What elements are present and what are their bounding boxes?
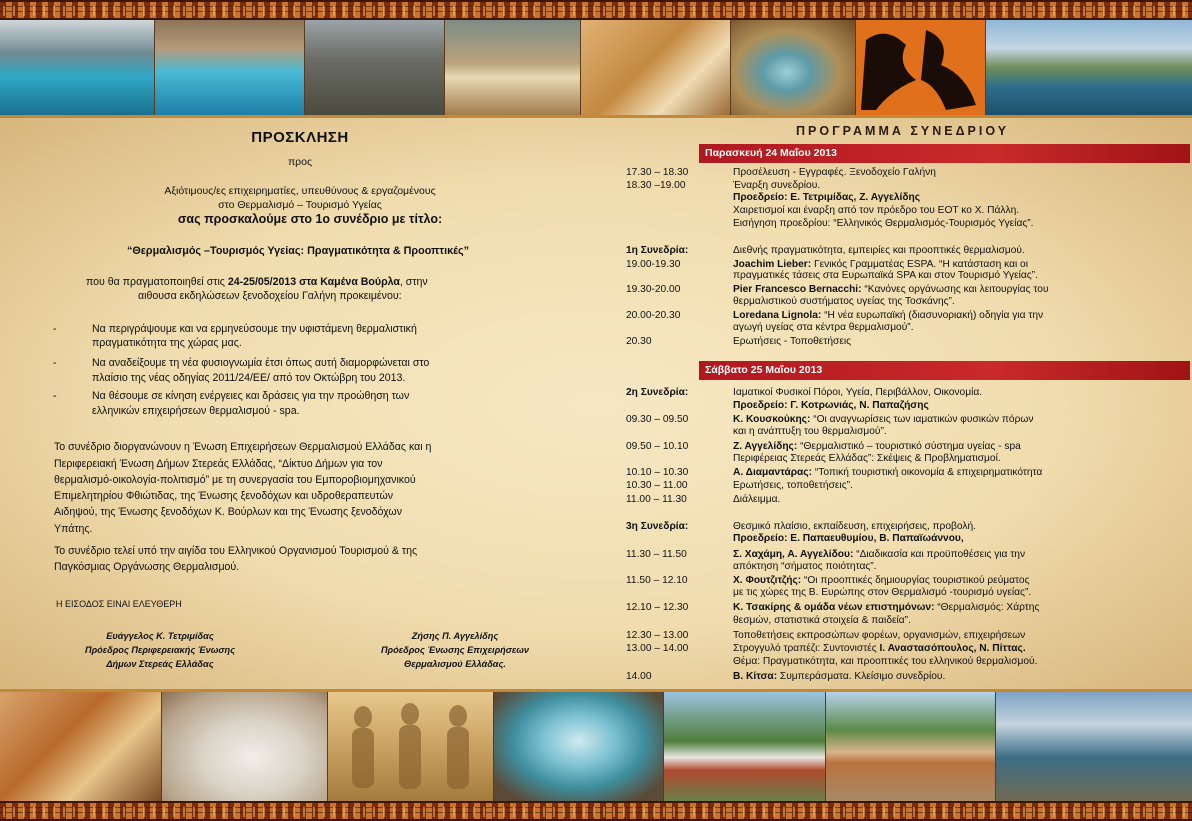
venue-line1 — [86, 276, 606, 290]
description-text: Ερωτήσεις - Τοποθετήσεις — [733, 336, 852, 347]
description-text: Προσέλευση - Εγγραφές. Ξενοδοχείο Γαλήνη — [733, 167, 936, 178]
description-text: “Η νέα ευρωπαϊκή (διασυνοριακή) οδηγία για την — [821, 310, 1044, 321]
goal-1-line1: Να περιγράψουμε και να ερμηνεύσουμε την υφιστάμενη θερμαλιστική — [92, 323, 417, 335]
free-entry-note: Η ΕΙΣΟΔΟΣ ΕΙΝΑΙ ΕΛΕΥΘΕΡΗ — [56, 599, 182, 609]
program-time: 17.30 – 18.30 — [626, 167, 689, 178]
program-description — [733, 245, 1025, 256]
program-description — [733, 467, 1042, 478]
speaker-name: Κ. Τσακίρης & ομάδα νέων επιστημόνων: — [733, 602, 935, 613]
description-text: “Θερμαλισμός: Χάρτης — [934, 602, 1040, 613]
description-text: Έναρξη συνεδρίου. — [733, 180, 821, 191]
description-text: αγωγή υγείας στα κέντρα θερμαλισμού”. — [733, 322, 914, 333]
photo-geyser — [445, 20, 580, 115]
program-time: 11.30 – 11.50 — [626, 549, 687, 560]
program-time: 11.50 – 12.10 — [626, 575, 688, 586]
program-description — [733, 587, 1031, 598]
auspices-line1: Το συνέδριο τελεί υπό την αιγίδα του Ελληνικού Οργανισμού Τουρισμού & της — [54, 545, 418, 557]
speaker-name: Α. Διαμαντάρας: — [733, 467, 812, 478]
venue-text-a: που θα πραγματοποιηθεί στις — [86, 276, 228, 288]
auspices-line2: Παγκόσμιας Οργάνωσης Θερμαλισμού. — [54, 561, 240, 573]
program-description — [733, 400, 929, 411]
program-description — [733, 561, 876, 572]
program-time: 12.30 – 13.00 — [626, 630, 689, 641]
program-time: 19.00-19.30 — [626, 259, 681, 270]
photo-bathhouse-pavilion — [664, 692, 826, 801]
signature-angelidis — [355, 629, 555, 671]
description-text: και η ανάπτυξη του θερμαλισμού”. — [733, 426, 887, 437]
photo-steam-landscape — [305, 20, 445, 115]
goal-dash-3: - — [53, 390, 57, 402]
speaker-name: Loredana Lignola: — [733, 310, 822, 321]
bottom-border — [0, 801, 1192, 821]
program-description — [733, 426, 887, 437]
program-time: 12.10 – 12.30 — [626, 602, 689, 613]
sig1-name: Ευάγγελος Κ. Τετριμίδας — [106, 631, 214, 641]
program-description — [733, 656, 1037, 667]
sig1-role1: Πρόεδρος Περιφερειακής Ένωσης — [84, 645, 236, 655]
description-text: Στρογγυλό τραπέζι: Συντονιστές — [733, 643, 880, 654]
program-description — [733, 259, 1028, 270]
photo-spa-building — [826, 692, 996, 801]
photo-mineral-rock — [581, 20, 731, 115]
sig2-role2: Θερμαλισμού Ελλάδας. — [404, 659, 506, 669]
program-time: 09.50 – 10.10 — [626, 441, 689, 452]
program-description — [733, 441, 1021, 452]
speaker-name: Κ. Κουσκούκης: — [733, 414, 811, 425]
bottom-photo-strip — [0, 692, 1192, 801]
description-text: Ιαματικοί Φυσικοί Πόροι, Υγεία, Περιβάλλον, Οικονομία. — [733, 387, 983, 398]
description-text: Διεθνής πραγματικότητα, εμπειρίες και προοπτικές θερμαλισμού. — [733, 245, 1025, 256]
description-text: απόκτηση “σήματος ποιότητας”. — [733, 561, 877, 572]
speaker-name: Σ. Χαχάμη, Α. Αγγελίδου: — [733, 549, 854, 560]
program-time: 19.30-20.00 — [626, 284, 681, 295]
program-time: 14.00 — [626, 671, 652, 682]
description-text: Προεδρείο: Γ. Κοτρωνιάς, Ν. Παπαζήσης — [733, 400, 929, 411]
description-text: Θεσμικό πλαίσιο, εκπαίδευση, επιχειρήσεις, προβολή. — [733, 521, 976, 532]
description-text: Τοποθετήσεις εκπροσώπων φορέων, οργανισμών, επιχειρήσεων — [733, 630, 1026, 641]
program-time: 11.00 – 11.30 — [626, 494, 687, 505]
organizers-line2: Περιφερειακή Ένωση Δήμων Στερεάς Ελλάδας, “Δίκτυο Δήμων για τον — [54, 458, 383, 470]
speaker-name: Pier Francesco Bernacchi: — [733, 284, 862, 295]
photo-hot-spring-pool — [731, 20, 856, 115]
program-time: 10.30 – 11.00 — [626, 480, 688, 491]
description-text: Θέμα: Πραγματικότητα, και προοπτικές του ελληνικού θερμαλισμού. — [733, 656, 1038, 667]
goal-dash-1: - — [53, 323, 57, 335]
description-text: θεσμών, στατιστικά στοιχεία & παιδεία”. — [733, 615, 911, 626]
program-description — [733, 533, 964, 544]
invitation-to: προς — [287, 156, 313, 168]
description-text: Προεδρείο: Ε. Παπαευθυμίου, Β. Παπαϊωάννου, — [733, 533, 964, 544]
program-description — [733, 643, 1026, 654]
photo-orange-rocks — [0, 692, 162, 801]
goal-dash-2: - — [53, 357, 57, 369]
program-time: 09.30 – 09.50 — [626, 414, 689, 425]
program-time: 3η Συνεδρία: — [626, 521, 689, 532]
description-text: με τις χώρες της Β. Ευρώπης στον Θερμαλισμό -τουρισμό υγείας”. — [733, 587, 1032, 598]
invitation-title: ΠΡΟΣΚΛΗΣΗ — [251, 129, 349, 146]
program-time: 13.00 – 14.00 — [626, 643, 689, 654]
program-description — [733, 414, 1033, 425]
program-description — [733, 630, 1025, 641]
program-time: 2η Συνεδρία: — [626, 387, 689, 398]
program-title: ΠΡΟΓΡΑΜΜΑ ΣΥΝΕΔΡΙΟΥ — [796, 124, 1010, 138]
photo-white-crater — [162, 692, 328, 801]
moderators-names: Ι. Αναστασόπουλος, Ν. Πίττας. — [879, 643, 1026, 654]
goal-1-line2: πραγματικότητα της χώρας μας. — [92, 337, 242, 349]
venue-text-c: , στην — [399, 276, 428, 288]
description-text: Προεδρείο: Ε. Τετριμίδας, Ζ. Αγγελίδης — [733, 192, 921, 203]
description-text: πραγματικές τάσεις στα Ευρωπαϊκά SPA και στον Τουρισμό Υγείας”. — [733, 270, 1038, 281]
goal-2-line2: πλαίσιο της νέας οδηγίας 2011/24/ΕΕ/ από τον Οκτώβρη του 2013. — [92, 372, 406, 384]
signature-tetrimidas — [80, 629, 240, 671]
sig2-name: Ζήσης Π. Αγγελίδης — [411, 631, 499, 641]
description-text: “Διαδικασία και προϋποθέσεις για την — [853, 549, 1026, 560]
program-description — [733, 270, 1038, 281]
top-border — [0, 0, 1192, 20]
organizers-line3: θερμαλισμό-οικολογία-πολιτισμό” με τη συνεργασία του Εμποροβιομηχανικού — [54, 474, 416, 486]
program-description — [733, 310, 1043, 321]
photo-lake — [996, 692, 1192, 801]
day-friday-bar: Παρασκευή 24 Μαΐου 2013 — [699, 144, 1190, 163]
organizers-line4: Επιμελητηρίου Φθιώτιδας, της Ένωσης ξενοδόχων και υδροθεραπευτών — [54, 490, 394, 502]
description-text: Ερωτήσεις, τοποθετήσεις”. — [733, 480, 853, 491]
program-description — [733, 284, 1049, 295]
description-text: “Κανόνες οργάνωσης και λειτουργίας του — [861, 284, 1049, 295]
sig2-role1: Πρόεδρος Ένωσης Επιχειρήσεων — [380, 645, 530, 655]
program-time: 10.10 – 10.30 — [626, 467, 689, 478]
venue-line2: αιθουσα εκδηλώσεων ξενοδοχείου Γαλήνη προκειμένου: — [138, 290, 402, 302]
description-text: Γενικός Γραμματέας ESPA. “Η κατάσταση και οι — [811, 259, 1028, 270]
program-description — [733, 671, 945, 682]
description-text: “Θερμαλιστικό – τουριστικό σύστημα υγείας - spa — [797, 441, 1021, 452]
speaker-name: Joachim Lieber: — [733, 259, 812, 270]
day-saturday-bar: Σάββατο 25 Μαΐου 2013 — [699, 361, 1190, 380]
program-time: 1η Συνεδρία: — [626, 245, 689, 256]
description-text: Συμπεράσματα. Κλείσιμο συνεδρίου. — [777, 671, 946, 682]
program-description — [733, 549, 1025, 560]
recipients-line1: Αξιότιμους/ες επιχειρηματίες, υπευθύνους & εργαζομένους — [164, 185, 436, 197]
speaker-name: Β. Κίτσα: — [733, 671, 778, 682]
program-description — [733, 480, 853, 491]
photo-coastal-town — [986, 20, 1192, 115]
program-description — [733, 192, 920, 203]
description-text: “Τοπική τουριστική οικονομία & επιχειρηματικότητα — [812, 467, 1043, 478]
vase-figures-icon — [856, 20, 986, 115]
goal-3-line1: Να θέσουμε σε κίνηση ενέργειες και δράσεις για την προώθηση των — [92, 390, 410, 402]
goal-2-line1: Να αναδείξουμε τη νέα φυσιογνωμία έτσι όπως αυτή διαμορφώνεται στο — [92, 357, 430, 369]
program-time: 20.00-20.30 — [626, 310, 681, 321]
organizers-line1: Το συνέδριο διοργανώνουν η Ένωση Επιχειρήσεων Θερμαλισμού Ελλάδας και η — [54, 441, 432, 453]
speaker-name: Χ. Φουτζιτζής: — [733, 575, 802, 586]
program-description — [733, 615, 911, 626]
program-description — [733, 602, 1039, 613]
invite-line: σας προσκαλούμε στο 1ο συνέδριο με τίτλο: — [177, 212, 443, 226]
photo-indoor-pool — [0, 20, 155, 115]
photo-blue-spring — [494, 692, 664, 801]
description-text: Περιφέρειας Στερεάς Ελλάδας”: Σκέψεις & Προβληματισμοί. — [733, 453, 1001, 464]
program-description — [733, 322, 914, 333]
photo-spa-pool — [155, 20, 305, 115]
program-description — [733, 180, 820, 191]
description-text: Διάλειμμα. — [733, 494, 781, 505]
description-text: Χαιρετισμοί και έναρξη από τον πρόεδρο του ΕΟΤ κο Χ. Πάλλη. — [733, 205, 1020, 216]
program-description — [733, 521, 976, 532]
goal-3-line2: ελληνικών επιχειρήσεων θερμαλισμού - spa. — [92, 405, 300, 417]
recipients-line2: στο Θερμαλισμό – Τουρισμό Υγείας — [218, 199, 382, 211]
program-description — [733, 205, 1019, 216]
conference-title: “Θερμαλισμός –Τουρισμός Υγείας: Πραγματικότητα & Προοπτικές” — [126, 245, 469, 257]
description-text: Εισήγηση προεδρίου: “Ελληνικός Θερμαλισμός-Τουρισμός Υγείας”. — [733, 218, 1034, 229]
photo-relief-sculpture — [328, 692, 493, 801]
relief-figures-icon — [328, 692, 493, 801]
program-time: 18.30 –19.00 — [626, 180, 686, 191]
program-time: 20.30 — [626, 336, 652, 347]
photo-ancient-vase — [856, 20, 986, 115]
program-description — [733, 218, 1034, 229]
description-text: “Οι αναγνωρίσεις των ιαματικών φυσικών πόρων — [810, 414, 1034, 425]
program-description — [733, 453, 1001, 464]
top-gold-line — [0, 115, 1192, 118]
speaker-name: Ζ. Αγγελίδης: — [733, 441, 798, 452]
description-text: “Οι προοπτικές δημιουργίας τουριστικού ρεύματος — [801, 575, 1030, 586]
venue-dates-place: 24-25/05/2013 στα Καμένα Βούρλα — [227, 276, 400, 288]
program-description — [733, 336, 851, 347]
top-photo-strip — [0, 20, 1192, 115]
organizers-line5: Αιδηψού, της Ένωσης ξενοδόχων Κ. Βούρλων και της Ένωσης ξενοδόχων — [54, 506, 403, 518]
program-description — [733, 167, 936, 178]
program-description — [733, 494, 780, 505]
program-description — [733, 296, 955, 307]
program-description — [733, 387, 982, 398]
program-description — [733, 575, 1029, 586]
sig1-role2: Δήμων Στερεάς Ελλάδας — [106, 659, 214, 669]
organizers-line6: Υπάτης. — [54, 523, 93, 535]
description-text: θερμαλιστικού συστήματος υγείας της Τοσκάνης”. — [733, 296, 955, 307]
